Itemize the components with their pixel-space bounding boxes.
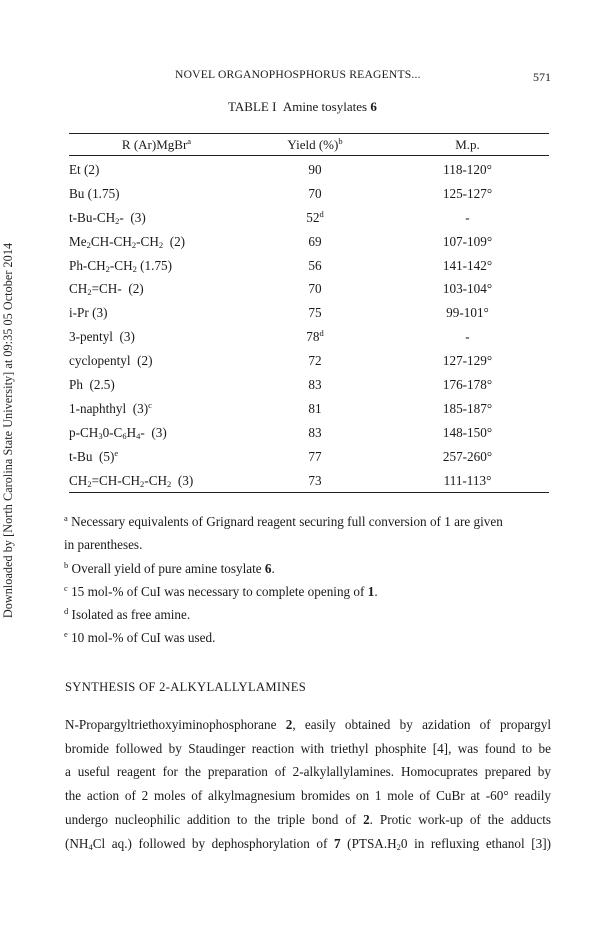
table-row	[69, 373, 549, 397]
footnote-c: $^c$ 15 mol-% of CuI was necessary to complete opening of 1.	[64, 582, 378, 599]
cell-melting-point: 118-120°	[443, 161, 492, 177]
table-caption-compound: 6	[370, 99, 377, 114]
cell-melting-point: 103-104°	[442, 281, 493, 297]
footnote-e: $^e$ 10 mol-% of CuI was used.	[64, 629, 216, 646]
download-watermark	[1, 150, 17, 710]
page-number: 571	[533, 70, 551, 84]
table-row	[69, 182, 549, 206]
table-row	[69, 349, 549, 373]
cell-yield: 70	[308, 185, 322, 201]
cell-reagent: t-Bu $(5)^e$	[69, 447, 119, 464]
cell-melting-point: 148-150°	[442, 424, 493, 440]
cell-yield: 70	[308, 281, 322, 297]
cell-yield: 83	[308, 424, 322, 440]
body-paragraph	[65, 713, 551, 855]
table-row	[69, 230, 549, 254]
cell-melting-point: 185-187°	[442, 400, 493, 416]
body-line-1: N-Propargyltriethoxyiminophosphorane 2, easily obtained by azidation of propargyl	[65, 717, 551, 732]
header-reagent: R (Ar)MgBr$^a$	[121, 135, 192, 152]
table-body	[69, 156, 549, 492]
table-row	[69, 301, 549, 325]
table-bottom-rule	[69, 492, 549, 493]
download-watermark-text: Downloaded by [North Carolina State University] at 09:35 05 October 2014	[1, 242, 16, 618]
section-heading: SYNTHESIS OF 2-ALKYLALLYLAMINES	[65, 680, 307, 694]
cell-melting-point: 176-178°	[442, 376, 493, 392]
cell-reagent: 1-naphthyl $(3)^c$	[69, 399, 152, 416]
cell-yield: 69	[308, 233, 322, 249]
cell-melting-point: 127-129°	[442, 353, 493, 369]
footnote-d: $^d$ Isolated as free amine.	[64, 606, 191, 623]
footnote-a: $^a$ Necessary equivalents of Grignard reagent securing full conversion of 1 are given	[64, 513, 503, 529]
cell-yield: 78$^d$	[306, 328, 324, 345]
body-line-5: undergo nucleophilic addition to the triple bond of 2. Protic work-up of the adducts	[65, 811, 551, 827]
cell-reagent: Ph (2.5)	[69, 376, 115, 392]
cell-reagent: $Me_2CH-CH_2-CH_2$ (2)	[69, 233, 186, 250]
cell-yield: 77	[308, 448, 322, 464]
cell-yield: 90	[308, 161, 322, 177]
cell-reagent: $t-Bu-CH_2-$ (3)	[69, 209, 146, 226]
table-header-row	[69, 134, 549, 155]
cell-yield: 83	[308, 376, 322, 392]
table-row	[69, 277, 549, 301]
footnote-a-continued: in parentheses.	[64, 537, 143, 553]
cell-reagent: $p-CH_30-C_6H_4-$ (3)	[69, 424, 167, 441]
cell-reagent: Bu (1.75)	[69, 185, 120, 201]
cell-yield: 72	[308, 353, 322, 369]
cell-reagent: $Ph-CH_2-CH_2$ (1.75)	[69, 257, 173, 274]
body-line-6: ($NH_4Cl$ aq.) followed by dephosphorylation of 7 ($PTSA.H_20$ in refluxing ethanol [3])	[65, 835, 551, 852]
cell-reagent: $CH_2=CH-CH_2-CH_2$ (3)	[69, 472, 194, 489]
running-head: NOVEL ORGANOPHOSPHORUS REAGENTS...	[175, 68, 421, 81]
cell-yield: 81	[308, 400, 322, 416]
cell-melting-point: 125-127°	[442, 185, 493, 201]
cell-yield: 75	[308, 305, 322, 321]
header-melting-point: M.p.	[455, 136, 480, 152]
cell-yield: 52$^d$	[306, 208, 324, 225]
table-caption-text: Amine tosylates	[282, 99, 371, 114]
table-caption	[228, 99, 377, 115]
cell-melting-point: 111-113°	[443, 472, 492, 488]
cell-melting-point: -	[465, 329, 470, 345]
cell-melting-point: 99-101°	[446, 305, 489, 321]
cell-melting-point: -	[465, 209, 470, 225]
table-row	[69, 469, 549, 493]
body-line-4: the action of 2 moles of alkylmagnesium bromides on 1 mole of CuBr at -60° readily	[65, 788, 551, 804]
cell-melting-point: 107-109°	[442, 233, 493, 249]
table-row	[69, 206, 549, 230]
amine-tosylates-table	[69, 133, 549, 493]
table-row	[69, 158, 549, 182]
cell-reagent: Et (2)	[69, 161, 100, 177]
cell-yield: 56	[308, 257, 322, 273]
body-line-3: a useful reagent for the preparation of 2-alkylallylamines. Homocuprates prepared by	[65, 764, 551, 780]
cell-reagent: $CH_2=CH-$ (2)	[69, 281, 144, 298]
table-footnotes	[64, 510, 552, 650]
table-row	[69, 421, 549, 445]
cell-reagent: i-Pr (3)	[69, 305, 108, 321]
footnote-b: $^b$ Overall yield of pure amine tosylate 6.	[64, 559, 275, 576]
cell-melting-point: 141-142°	[442, 257, 493, 273]
header-yield: Yield (%)$^b$	[287, 135, 343, 152]
table-row	[69, 445, 549, 469]
cell-reagent: 3-pentyl (3)	[69, 329, 135, 345]
cell-yield: 73	[308, 472, 322, 488]
body-line-2: bromide followed by Staudinger reaction with triethyl phosphite [4], was found to be	[65, 740, 551, 756]
table-row	[69, 325, 549, 349]
table-row	[69, 397, 549, 421]
table-row	[69, 254, 549, 278]
table-caption-number: TABLE I	[228, 99, 277, 114]
cell-melting-point: 257-260°	[442, 448, 493, 464]
cell-reagent: cyclopentyl (2)	[69, 353, 153, 369]
